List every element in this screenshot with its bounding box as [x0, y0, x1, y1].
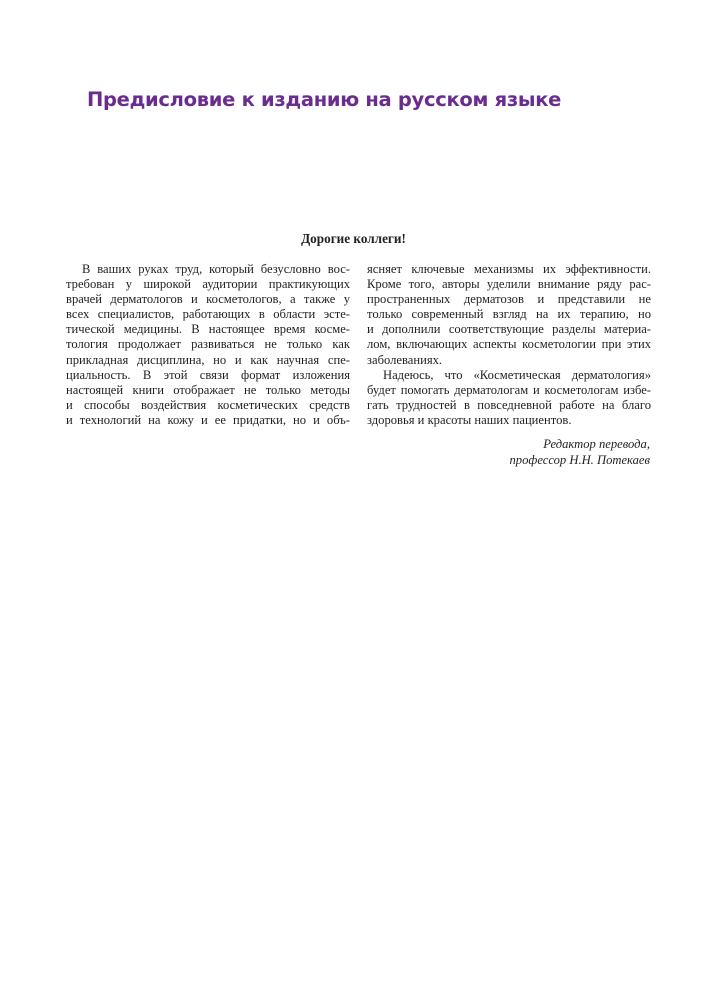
text-column-left — [66, 262, 350, 428]
text-line: врачей дерматологов и косметологов, а также у — [66, 292, 350, 307]
text-line: Надеюсь, что «Косметическая дерматология» — [383, 367, 651, 382]
text-line: здоровья и красоты наших пациентов. — [367, 412, 572, 427]
text-line: и способы воздействия косметических средств — [66, 397, 350, 412]
text-line: Кроме того, авторы уделили внимание ряду рас- — [367, 277, 651, 292]
signature-name: профессор Н.Н. Потекаев — [509, 452, 650, 467]
text-line: гать трудностей в повседневной работе на благо — [367, 397, 651, 412]
text-line: заболеваниях. — [367, 352, 443, 367]
text-line: всех специалистов, работающих в области эсте- — [66, 307, 350, 322]
text-line: и дополнили соответствующие разделы материа- — [367, 322, 651, 337]
signature-role: Редактор перевода, — [543, 437, 650, 451]
text-line: лом, включающих аспекты косметологии при этих — [367, 337, 651, 352]
signature-block — [509, 437, 650, 468]
greeting-heading: Дорогие коллеги! — [301, 231, 406, 246]
text-line: тической медицины. В настоящее время космe- — [66, 322, 350, 337]
text-line: прикладная дисциплина, но и как научная спе- — [66, 352, 350, 367]
text-line: ясняет ключевые механизмы их эффективности. — [367, 262, 651, 276]
page-title: Предисловие к изданию на русском языке — [87, 88, 562, 111]
text-line: тология продолжает развиваться не только как — [66, 337, 350, 352]
text-line: и технологий на кожу и ее придатки, но и объ- — [66, 412, 350, 427]
text-line: только современный взгляд на их терапию, но — [367, 307, 651, 322]
text-line: циальность. В этой связи формат изложения — [66, 367, 350, 382]
text-line: требован у широкой аудитории практикующих — [66, 277, 350, 292]
text-column-right — [367, 262, 651, 428]
text-line: В ваших руках труд, который безусловно вос- — [82, 262, 350, 276]
text-line: настоящей книги отображает не только методы — [66, 382, 350, 397]
text-line: пространенных дерматозов и представили не — [367, 292, 651, 307]
text-line: будет помогать дерматологам и косметологам избе- — [367, 382, 651, 397]
